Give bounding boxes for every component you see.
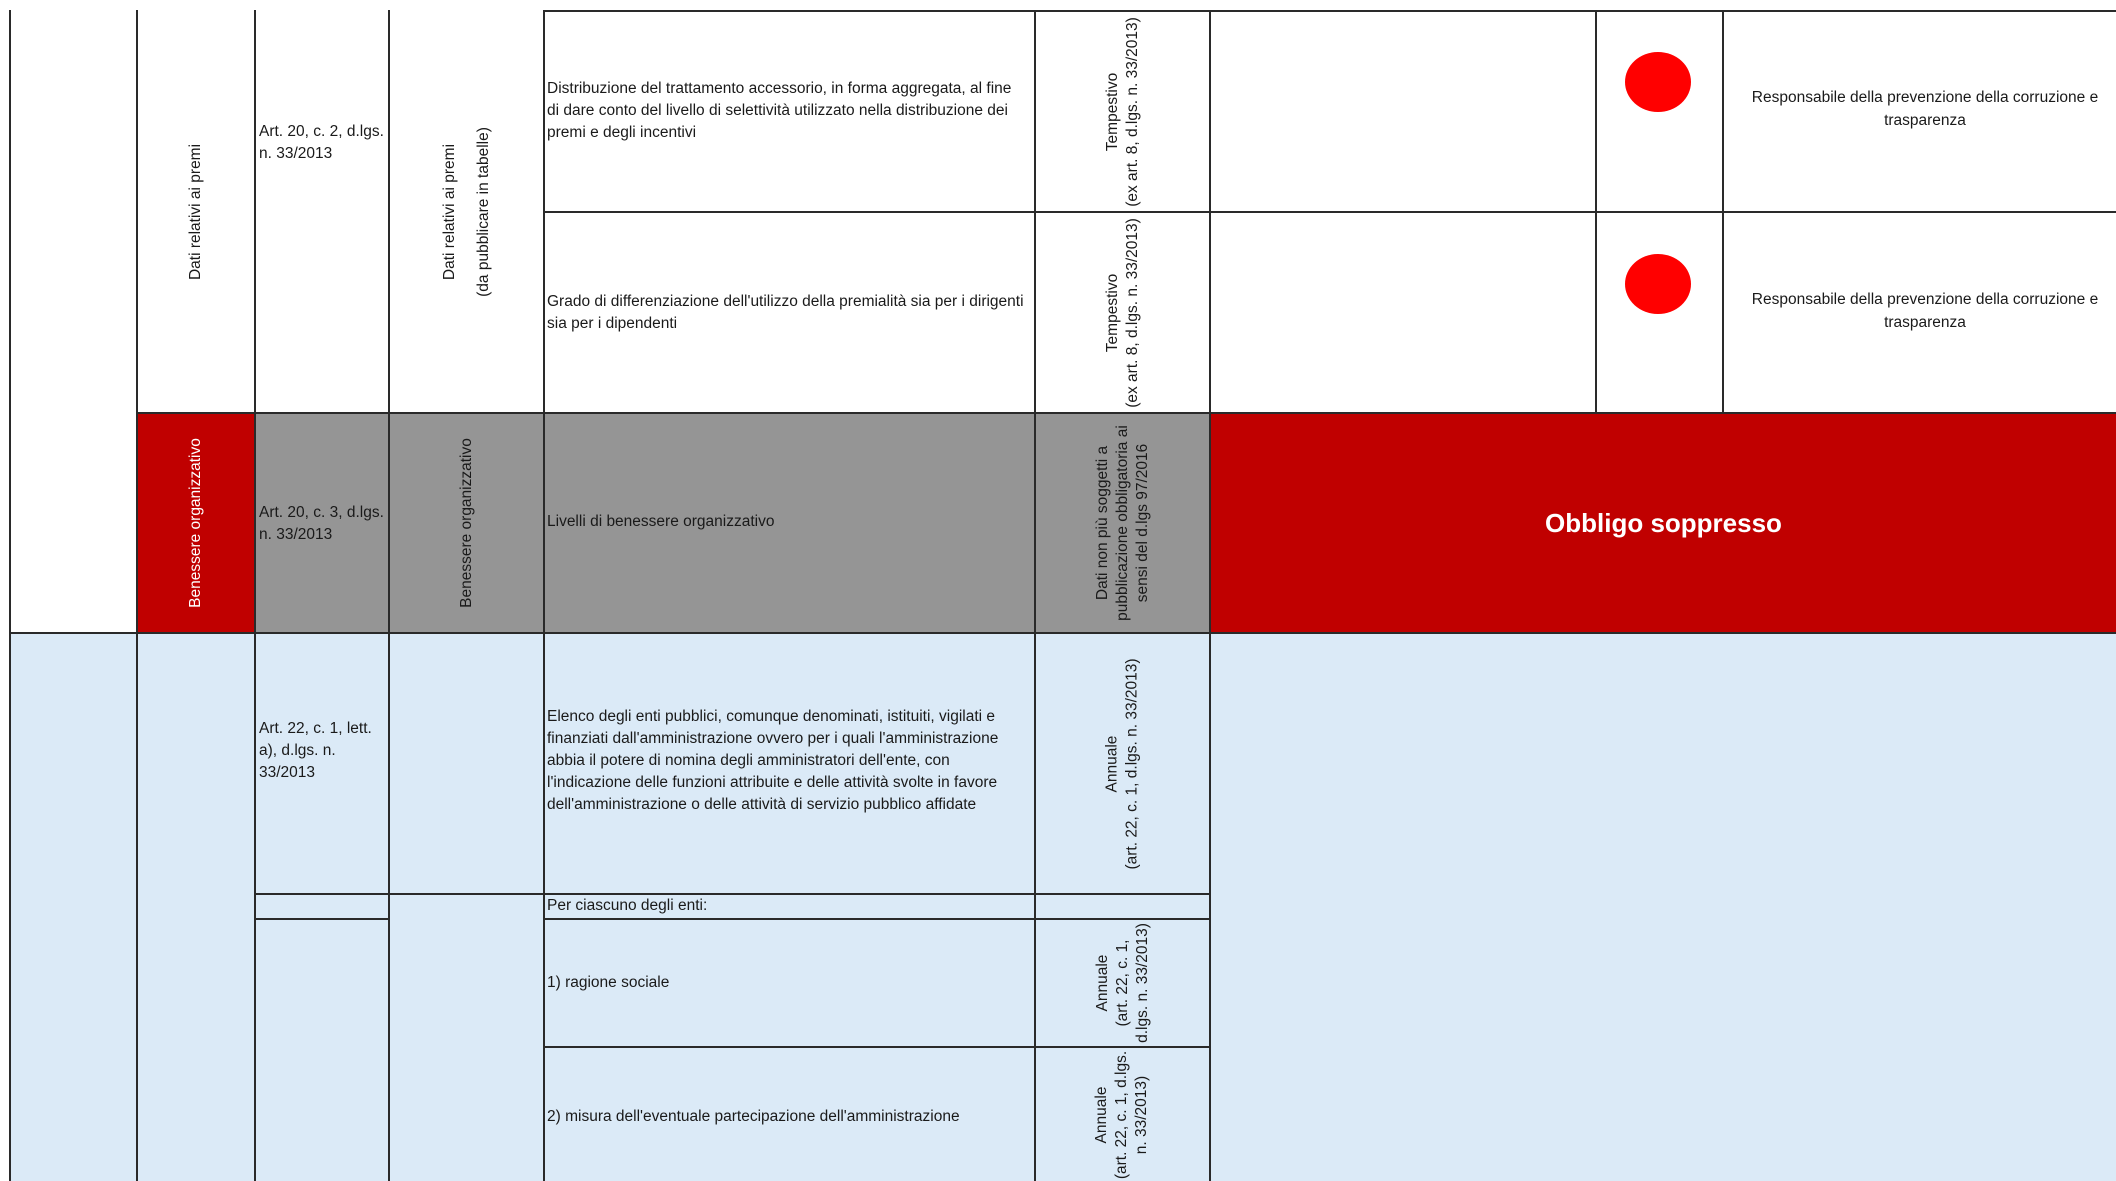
premi-law-reference: Art. 20, c. 2, d.lgs. n. 33/2013 <box>259 123 384 162</box>
premi-row2-responsible: Responsabile della prevenzione della corruzione e trasparenza <box>1751 291 2099 331</box>
premi-row1-responsible: Responsabile della prevenzione della corruzione e trasparenza <box>1751 89 2099 129</box>
premi-subcategory-line2: (da pubblicare in tabelle) <box>474 127 492 297</box>
benessere-subcategory-label: Benessere organizzativo <box>457 438 475 608</box>
red-dot-icon <box>1625 52 1691 112</box>
enti-frequency: Annuale (art. 22, c. 1, d.lgs. n. 33/2013) <box>1103 657 1141 870</box>
enti-law-reference: Art. 22, c. 1, lett. a), d.lgs. n. 33/2013 <box>259 720 372 781</box>
red-dot-icon <box>1625 254 1691 314</box>
enti-item1-frequency: Annuale (art. 22, c. 1, d.lgs. n. 33/2013) <box>1093 923 1151 1043</box>
premi-row1-description: Distribuzione del trattamento accessorio, in forma aggregata, al fine di dare conto del livello di selettività utilizzato nella distribuzione dei premi e degli incentivi <box>547 80 1012 141</box>
premi-category-label: Dati relativi ai premi <box>187 143 205 281</box>
enti-description: Elenco degli enti pubblici, comunque denominati, istituiti, vigilati e finanziati dall'amministrazione ovvero per i quali l'amministrazione abbia il potere di nomina degli amministratori dell'ente, con l'indicazione delle funzioni attribuite e delle attività svolte in favore dell'amministrazione o delle attività di servizio pubblico affidate <box>547 708 999 813</box>
premi-row2-frequency: Tempestivo (ex art. 8, d.lgs. n. 33/2013) <box>1103 217 1141 408</box>
obbligo-soppresso-banner: Obbligo soppresso <box>1545 507 1782 538</box>
benessere-category-label: Benessere organizzativo <box>187 438 204 608</box>
premi-subcategory-label <box>390 12 543 412</box>
per-ciascuno-label: Per ciascuno degli enti: <box>547 897 708 914</box>
benessere-frequency: Dati non più soggetti a pubblicazione obbligatoria ai sensi del d.lgs 97/2016 <box>1093 425 1151 621</box>
enti-item2-description: 2) misura dell'eventuale partecipazione dell'amministrazione <box>547 1108 960 1125</box>
enti-item2-frequency: Annuale (art. 22, c. 1, d.lgs. n. 33/2013) <box>1093 1050 1151 1179</box>
premi-row1-frequency: Tempestivo (ex art. 8, d.lgs. n. 33/2013) <box>1103 16 1141 207</box>
benessere-law-reference: Art. 20, c. 3, d.lgs. n. 33/2013 <box>259 504 384 543</box>
premi-subcategory-line1: Dati relativi ai premi <box>440 143 458 281</box>
benessere-description: Livelli di benessere organizzativo <box>547 513 775 530</box>
enti-item1-description: 1) ragione sociale <box>547 974 670 991</box>
premi-row2-description: Grado di differenziazione dell'utilizzo della premialità sia per i dirigenti sia per i dipendenti <box>547 293 1024 332</box>
